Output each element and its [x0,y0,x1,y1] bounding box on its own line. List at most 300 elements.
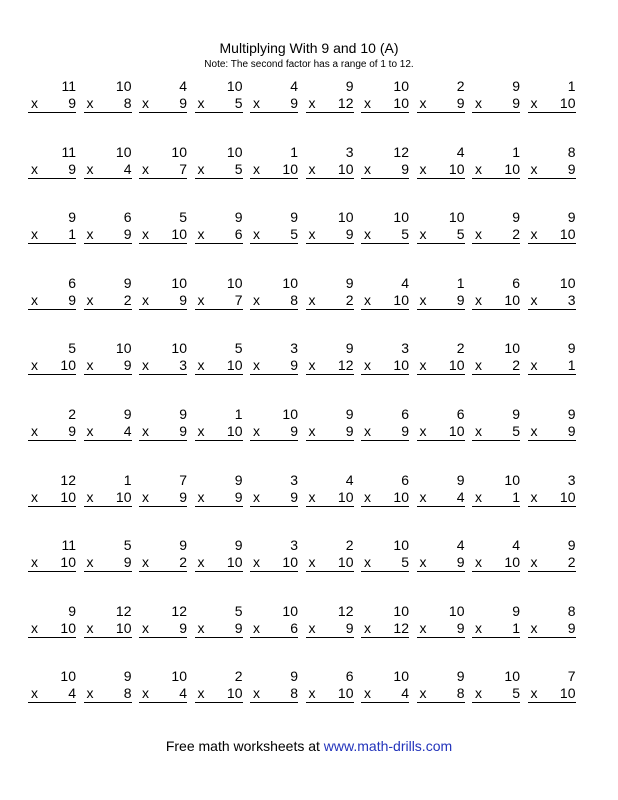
multiply-sign: x [142,488,149,505]
second-factor-line [250,423,298,441]
first-factor: 9 [68,209,76,226]
multiply-sign: x [86,357,94,374]
problem [28,340,76,375]
second-factor-line [472,226,520,244]
second-factor: 10 [504,554,520,571]
second-factor-line [250,554,298,572]
second-factor-line [250,95,298,113]
second-factor: 4 [179,685,187,702]
second-factor: 9 [456,619,465,636]
multiply-sign: x [253,619,260,636]
multiply-sign: x [197,160,205,177]
second-factor: 9 [456,291,465,308]
second-factor-line [195,357,243,375]
multiply-sign: x [31,488,38,505]
first-factor: 12 [171,602,187,619]
problem [472,472,520,507]
multiply-sign: x [364,291,371,308]
first-factor: 10 [171,143,187,160]
first-factor: 9 [123,668,132,685]
second-factor: 10 [282,160,298,177]
second-factor: 5 [512,423,520,439]
multiply-sign: x [364,160,371,177]
second-factor-line [361,554,409,572]
second-factor-line [84,423,132,441]
problem [84,668,132,703]
first-factor: 3 [290,340,298,357]
second-factor: 12 [337,95,354,111]
problem [250,472,298,507]
second-factor: 9 [345,423,354,439]
problem [139,144,187,179]
multiply-sign: x [364,619,371,636]
first-factor: 6 [345,668,354,685]
second-factor-line [28,489,76,507]
second-factor-line [361,95,409,113]
problem [361,472,409,507]
first-factor: 6 [123,209,132,226]
problem [28,472,76,507]
problem [306,603,354,638]
second-factor-line [28,292,76,310]
second-factor: 10 [448,423,465,439]
second-factor-line [417,423,465,441]
problem [139,209,187,244]
multiply-sign: x [308,291,316,308]
footer-text: Free math worksheets at [165,738,324,754]
multiply-sign: x [142,619,149,636]
multiply-sign: x [197,423,205,439]
problem [417,668,465,703]
multiply-sign: x [86,554,94,571]
first-factor: 10 [226,274,243,291]
second-factor: 9 [234,488,243,505]
problem [139,537,187,572]
second-factor-line [84,554,132,572]
first-factor: 5 [234,602,243,619]
multiply-sign: x [197,291,205,308]
problem [84,275,132,310]
multiply-sign: x [530,423,538,439]
first-factor: 12 [337,602,354,619]
first-factor: 9 [567,537,576,554]
second-factor-line [472,423,520,441]
second-factor-line [195,423,243,441]
problem [28,144,76,179]
second-factor: 2 [179,554,187,571]
first-factor: 4 [456,537,465,554]
multiply-sign: x [142,685,149,702]
problem [528,78,576,113]
second-factor: 8 [290,291,298,308]
problem [472,406,520,441]
second-factor: 9 [123,357,132,374]
footer [0,738,618,755]
multiply-sign: x [475,160,482,177]
second-factor: 7 [179,160,187,177]
first-factor: 4 [456,143,465,160]
second-factor: 5 [512,685,520,702]
problem [528,340,576,375]
second-factor: 9 [401,160,409,177]
second-factor-line [417,95,465,113]
problem [306,340,354,375]
problem [528,209,576,244]
second-factor: 10 [60,488,76,505]
multiply-sign: x [530,160,538,177]
multiply-sign: x [419,291,427,308]
second-factor-line [84,161,132,179]
multiply-sign: x [31,423,38,439]
multiply-sign: x [308,554,316,571]
first-factor: 10 [282,602,298,619]
multiply-sign: x [31,619,38,636]
multiply-sign: x [197,95,205,111]
multiply-sign: x [475,95,482,111]
multiply-sign: x [308,619,316,636]
second-factor: 10 [448,160,465,177]
first-factor: 9 [290,209,298,226]
multiply-sign: x [308,488,316,505]
problem [250,537,298,572]
multiply-sign: x [142,554,149,571]
problem [84,340,132,375]
second-factor-line [417,226,465,244]
first-factor: 9 [345,340,354,357]
second-factor: 5 [234,95,243,111]
first-factor: 10 [504,340,520,357]
first-factor: 2 [234,668,243,685]
second-factor-line [528,226,576,244]
second-factor: 10 [60,619,76,636]
problem [417,78,465,113]
problem [361,275,409,310]
second-factor: 10 [115,619,132,636]
second-factor-line [195,489,243,507]
problem [361,406,409,441]
problem [306,406,354,441]
first-factor: 10 [393,537,409,554]
problem [84,603,132,638]
second-factor: 8 [456,685,465,702]
problem [195,668,243,703]
problem [417,603,465,638]
multiply-sign: x [308,226,316,243]
problem [528,275,576,310]
first-factor: 10 [115,78,132,94]
second-factor-line [28,554,76,572]
first-factor: 11 [61,78,76,94]
multiply-sign: x [31,160,38,177]
first-factor: 10 [559,274,576,291]
problem [28,406,76,441]
second-factor: 2 [512,226,520,243]
problem [528,668,576,703]
second-factor-line [417,554,465,572]
second-factor-line [139,357,187,375]
problem [306,275,354,310]
first-factor: 12 [60,471,76,488]
first-factor: 4 [179,78,187,94]
problem [472,78,520,113]
second-factor: 3 [179,357,187,374]
second-factor-line [417,489,465,507]
second-factor: 7 [234,291,243,308]
problem [28,275,76,310]
first-factor: 9 [456,668,465,685]
multiply-sign: x [86,619,94,636]
multiply-sign: x [530,95,538,111]
second-factor: 9 [290,488,298,505]
first-factor: 9 [234,471,243,488]
first-factor: 10 [393,78,409,94]
second-factor-line [139,685,187,703]
second-factor-line [361,161,409,179]
second-factor: 10 [226,685,243,702]
first-factor: 9 [567,406,576,422]
problem [528,603,576,638]
first-factor: 10 [171,340,187,357]
first-factor: 5 [179,209,187,226]
first-factor: 1 [290,143,298,160]
multiply-sign: x [142,357,149,374]
second-factor: 12 [393,619,409,636]
first-factor: 2 [456,340,465,357]
second-factor: 10 [393,291,409,308]
multiply-sign: x [530,226,538,243]
second-factor: 5 [290,226,298,243]
first-factor: 10 [448,602,465,619]
first-factor: 3 [290,537,298,554]
multiply-sign: x [197,488,205,505]
first-factor: 4 [345,471,354,488]
problem [417,406,465,441]
second-factor-line [195,95,243,113]
problem [139,340,187,375]
second-factor: 9 [179,95,187,111]
multiply-sign: x [419,95,427,111]
second-factor: 9 [456,95,465,111]
multiply-sign: x [86,685,94,702]
second-factor: 4 [123,423,132,439]
problem [472,603,520,638]
second-factor-line [528,620,576,638]
multiply-sign: x [31,685,38,702]
problem [528,144,576,179]
multiply-sign: x [308,160,316,177]
second-factor: 6 [290,619,298,636]
second-factor-line [84,357,132,375]
problem [250,209,298,244]
problem [195,603,243,638]
second-factor-line [361,685,409,703]
second-factor: 9 [401,423,409,439]
second-factor-line [139,95,187,113]
first-factor: 5 [234,340,243,357]
second-factor-line [84,489,132,507]
second-factor-line [195,161,243,179]
second-factor-line [528,357,576,375]
second-factor: 9 [179,619,187,636]
second-factor: 10 [448,357,465,374]
second-factor: 9 [68,423,76,439]
second-factor: 1 [512,619,520,636]
second-factor: 10 [60,554,76,571]
second-factor: 9 [345,226,354,243]
second-factor-line [361,620,409,638]
problem [361,537,409,572]
first-factor: 5 [123,537,132,554]
first-factor: 10 [393,668,409,685]
problem [84,209,132,244]
footer-link[interactable]: www.math-drills.com [323,738,453,754]
second-factor: 10 [226,554,243,571]
first-factor: 7 [179,471,187,488]
problem [28,537,76,572]
second-factor-line [361,423,409,441]
second-factor: 9 [68,291,76,308]
problem [139,406,187,441]
first-factor: 3 [401,340,409,357]
second-factor-line [139,161,187,179]
first-factor: 9 [512,209,520,226]
first-factor: 2 [68,406,76,422]
second-factor-line [139,620,187,638]
multiply-sign: x [31,357,38,374]
first-factor: 9 [290,668,298,685]
multiply-sign: x [86,226,94,243]
second-factor: 8 [290,685,298,702]
second-factor: 10 [393,357,409,374]
first-factor: 8 [567,602,576,619]
problem [195,78,243,113]
multiply-sign: x [253,291,260,308]
second-factor-line [195,554,243,572]
problem [472,144,520,179]
first-factor: 9 [234,537,243,554]
second-factor-line [84,292,132,310]
second-factor-line [306,489,354,507]
second-factor: 3 [567,291,576,308]
problem [528,472,576,507]
second-factor: 10 [115,488,132,505]
problem [472,275,520,310]
first-factor: 9 [456,471,465,488]
second-factor-line [472,620,520,638]
second-factor: 9 [179,488,187,505]
multiply-sign: x [197,619,205,636]
multiply-sign: x [530,357,538,374]
multiply-sign: x [308,357,316,374]
second-factor-line [528,95,576,113]
problem [139,275,187,310]
problem [417,275,465,310]
second-factor: 2 [345,291,354,308]
second-factor: 10 [226,423,243,439]
first-factor: 10 [60,668,76,685]
problem [139,472,187,507]
second-factor: 9 [290,423,298,439]
first-factor: 4 [512,537,520,554]
first-factor: 10 [226,78,243,94]
first-factor: 10 [504,471,520,488]
first-factor: 12 [393,143,409,160]
problem [195,275,243,310]
second-factor: 4 [68,685,76,702]
second-factor: 10 [337,160,354,177]
problem [361,144,409,179]
multiply-sign: x [86,291,94,308]
second-factor: 10 [559,226,576,243]
second-factor-line [472,554,520,572]
problem [472,209,520,244]
second-factor: 10 [226,357,243,374]
problem [28,668,76,703]
problem [306,78,354,113]
first-factor: 10 [393,602,409,619]
second-factor: 9 [68,95,76,111]
problem [84,406,132,441]
problem [84,144,132,179]
multiply-sign: x [419,554,427,571]
second-factor: 9 [234,619,243,636]
first-factor: 2 [456,78,465,94]
second-factor-line [472,292,520,310]
second-factor-line [139,423,187,441]
multiply-sign: x [475,291,482,308]
multiply-sign: x [475,423,482,439]
second-factor-line [528,423,576,441]
second-factor: 10 [337,488,354,505]
first-factor: 9 [234,209,243,226]
multiply-sign: x [475,226,482,243]
first-factor: 10 [115,143,132,160]
problem [139,603,187,638]
problem [306,668,354,703]
second-factor-line [195,620,243,638]
multiply-sign: x [86,95,94,111]
second-factor: 9 [567,619,576,636]
first-factor: 11 [61,143,76,160]
second-factor-line [139,292,187,310]
second-factor: 9 [68,160,76,177]
second-factor-line [28,226,76,244]
multiply-sign: x [530,554,538,571]
problem [361,78,409,113]
second-factor: 9 [290,95,298,111]
second-factor: 4 [456,488,465,505]
problem [306,144,354,179]
multiply-sign: x [142,95,149,111]
problem [306,537,354,572]
first-factor: 1 [123,471,132,488]
multiply-sign: x [530,685,538,702]
second-factor-line [417,685,465,703]
first-factor: 3 [290,471,298,488]
second-factor: 9 [456,554,465,571]
first-factor: 9 [179,406,187,422]
problem [195,406,243,441]
first-factor: 6 [68,274,76,291]
second-factor-line [306,95,354,113]
problem [417,537,465,572]
second-factor: 10 [60,357,76,374]
multiply-sign: x [253,357,260,374]
first-factor: 9 [123,274,132,291]
first-factor: 6 [512,274,520,291]
second-factor: 10 [337,685,354,702]
problem [250,603,298,638]
